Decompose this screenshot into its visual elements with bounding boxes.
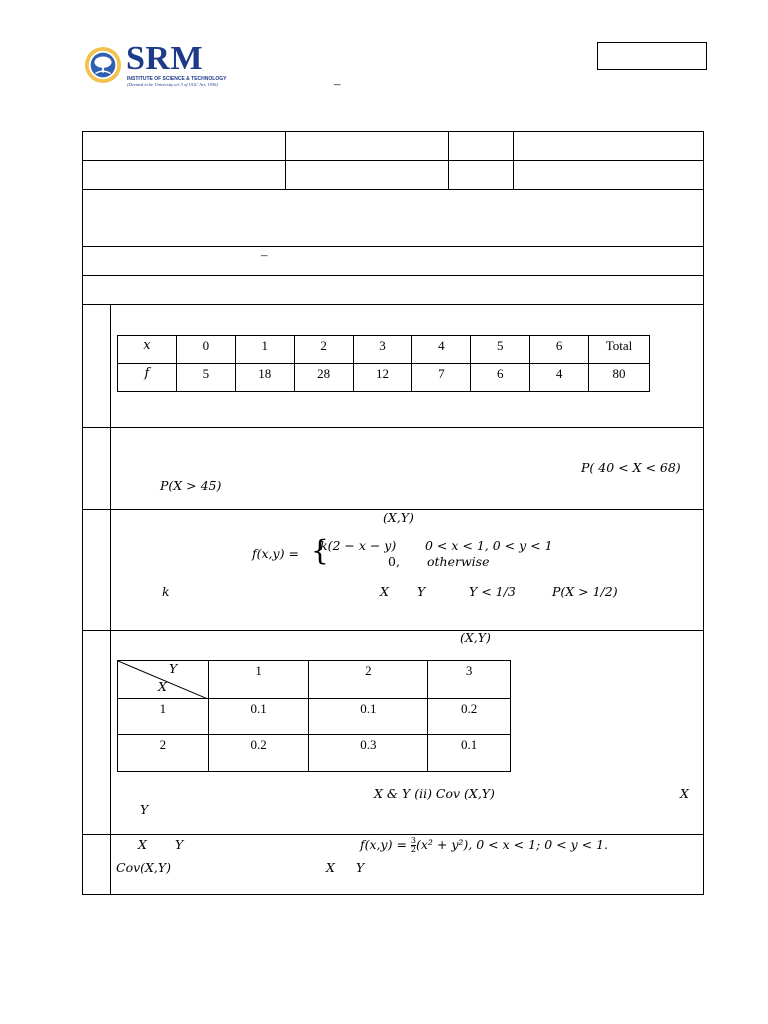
q3-constant-k: k	[162, 584, 170, 599]
q2-probability-range: P( 40 < X < 68)	[581, 460, 681, 475]
q3-case2-condition: otherwise	[427, 554, 490, 569]
q3-case1-condition: 0 < x < 1, 0 < y < 1	[425, 538, 553, 553]
row-dash: –	[261, 247, 268, 262]
q5-density	[360, 837, 608, 854]
q3-var-y: Y	[417, 584, 426, 599]
row-divider	[83, 275, 703, 276]
table-cell: 2	[118, 735, 209, 772]
row-divider	[83, 630, 703, 631]
corner-cell	[118, 661, 209, 699]
logo-wordmark: SRM	[126, 40, 204, 77]
table-cell: 6	[530, 336, 589, 364]
q2-probability-tail: P(X > 45)	[160, 478, 222, 493]
q5-density-lhs: f(x,y) =	[360, 837, 407, 852]
table-cell: x	[118, 336, 177, 364]
row-divider	[83, 246, 703, 247]
table-cell: 0.3	[309, 735, 428, 772]
table-cell: 2	[294, 336, 353, 364]
table-cell: 0.2	[208, 735, 309, 772]
table-cell: 1	[118, 699, 209, 735]
corner-y-label: Y	[169, 661, 178, 676]
q3-case1: k(2 − x − y)	[320, 538, 397, 553]
q3-density-lhs: f(x,y) =	[252, 546, 299, 561]
q5-var-y2: Y	[356, 860, 365, 875]
table-cell: 0.1	[309, 699, 428, 735]
row-divider	[83, 189, 703, 190]
q5-var-x: X	[138, 837, 147, 852]
table-cell: Total	[589, 336, 650, 364]
q4-var-x: X	[680, 786, 689, 801]
row-divider	[83, 834, 703, 835]
joint-distribution-table	[117, 660, 511, 772]
table-cell: 4	[530, 364, 589, 392]
table-cell: 6	[471, 364, 530, 392]
row-divider	[83, 160, 703, 161]
q5-density-rhs: (x² + y²), 0 < x < 1; 0 < y < 1.	[416, 837, 609, 852]
table-cell: 18	[235, 364, 294, 392]
piecewise-brace: {	[311, 534, 329, 567]
frequency-table	[117, 335, 650, 392]
table-cell: f	[118, 364, 177, 392]
table-cell: 0.1	[428, 735, 511, 772]
q3-var-x: X	[380, 584, 389, 599]
table-cell: 0	[176, 336, 235, 364]
table-cell: 4	[412, 336, 471, 364]
q5-fraction: $\frac{3}{2}$	[410, 836, 416, 854]
table-cell: 28	[294, 364, 353, 392]
q5-var-x2: X	[326, 860, 335, 875]
q5-var-y: Y	[175, 837, 184, 852]
table-cell: 80	[589, 364, 650, 392]
table-cell: 0.2	[428, 699, 511, 735]
row-divider	[83, 304, 703, 305]
logo-tagline: (Deemed to be University u/s 3 of UGC Act, 1956)	[127, 82, 218, 87]
q4-pair: (X,Y)	[460, 630, 491, 645]
row-divider	[83, 427, 703, 428]
table-cell: 7	[412, 364, 471, 392]
corner-x-label: X	[158, 679, 167, 694]
table-cell: 5	[471, 336, 530, 364]
q3-case2: 0,	[388, 554, 400, 569]
register-number-box[interactable]	[597, 42, 707, 70]
q4-subparts: X & Y (ii) Cov (X,Y)	[374, 786, 495, 801]
q4-var-y: Y	[140, 802, 149, 817]
logo-subtitle: INSTITUTE OF SCIENCE & TECHNOLOGY	[127, 76, 227, 82]
table-cell: 3	[353, 336, 412, 364]
q5-covariance: Cov(X,Y)	[116, 860, 172, 875]
table-cell: 5	[176, 364, 235, 392]
table-cell: 2	[309, 661, 428, 699]
qno-col-divider	[110, 304, 111, 894]
q3-condition-x: P(X > 1/2)	[552, 584, 618, 599]
table-cell: 0.1	[208, 699, 309, 735]
table-cell: 1	[208, 661, 309, 699]
tree-emblem-icon	[84, 46, 122, 84]
q3-condition-y: Y < 1/3	[469, 584, 516, 599]
header-dash: –	[334, 76, 341, 91]
table-cell: 3	[428, 661, 511, 699]
table-cell: 1	[235, 336, 294, 364]
srm-logo	[84, 40, 227, 90]
col-divider	[285, 132, 286, 189]
col-divider	[448, 132, 449, 189]
q3-pair: (X,Y)	[383, 510, 414, 525]
col-divider	[513, 132, 514, 189]
table-cell: 12	[353, 364, 412, 392]
